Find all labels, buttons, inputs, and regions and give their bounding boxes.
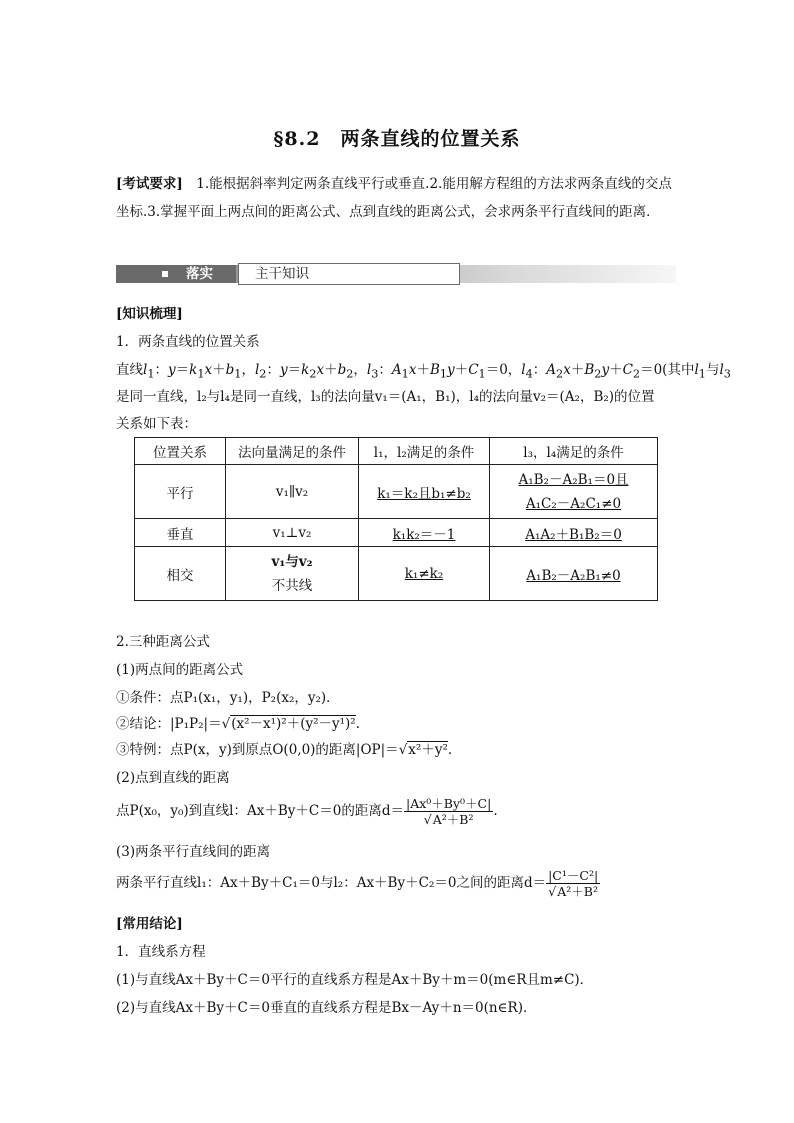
- fraction-denominator: √A²＋B²: [423, 812, 474, 827]
- table-cell: [490, 465, 658, 519]
- table-header-cell: l₁，l₂满足的条件: [359, 438, 490, 465]
- parallel-lines-formula: [116, 868, 600, 899]
- underlined-answer: k₁＝k₂且b₁≠b₂: [377, 485, 471, 502]
- table-header-cell: l₃，l₄满足的条件: [490, 438, 658, 465]
- formula-prefix: ②结论：|P₁P₂|＝: [116, 716, 222, 732]
- table-cell-line: 不共线: [271, 577, 313, 594]
- fraction-numerator: |Ax⁰＋By⁰＋C|: [405, 796, 492, 811]
- lines-definition: 直线$l_1$：$y=k_1x+b_1$，$l_2$：$y=k_2x+b_2$，$l_3$：$A_1x+B_1y+C_1=0$，$l_4$：$A_2x+B_2y+C_2=0$(其中$l_1$与$l_3$: [116, 362, 731, 381]
- table-cell: [359, 465, 490, 519]
- table-cell: [490, 547, 658, 601]
- origin-special-case: ③特例：点P(x，y)到原点O(0,0)的距离|OP|＝√x²＋y².: [116, 742, 453, 758]
- exam-requirements: [116, 170, 678, 226]
- section-2-heading: 2.三种距离公式: [116, 634, 210, 650]
- radicand: x²＋y²: [408, 742, 448, 758]
- exam-requirements-tag: [考试要求]: [116, 176, 183, 192]
- lines-definition-3: 关系如下表：: [116, 416, 197, 432]
- table-header-cell: 法向量满足的条件: [226, 438, 359, 465]
- point-line-formula: 点P(x₀，y₀)到直线l：Ax＋By＋C＝0的距离d＝ $\frac{\text{|Ax⁰＋By⁰＋C|}}{\text{√A²＋B²}}$ .: [116, 796, 498, 827]
- point-line-heading: (2)点到直线的距离: [116, 770, 230, 786]
- underlined-answer: A₁B₂－A₂B₁≠0: [526, 567, 621, 584]
- table-cell: v₁∥v₂: [226, 465, 359, 519]
- table-cell: 垂直: [135, 519, 226, 547]
- section-1-heading: 1．两条直线的位置关系: [116, 334, 260, 350]
- exam-requirements-text: 1.能根据斜率判定两条直线平行或垂直.2.能用解方程组的方法求两条直线的交点坐标.3.掌握平面上两点间的距离公式、点到直线的距离公式，会求两条平行直线间的距离．: [116, 176, 672, 220]
- perpendicular-family: (2)与直线Ax＋By＋C＝0垂直的直线系方程是Bx－Ay＋n＝0(n∈R)．: [116, 1000, 537, 1016]
- lines-definition-2: 是同一直线，l₂与l₄是同一直线，l₃的法向量v₁＝(A₁，B₁)，l₄的法向量v₂＝(A₂，B₂)的位置: [116, 389, 655, 405]
- common-conclusions-heading: [常用结论]: [116, 916, 183, 932]
- parallel-family: (1)与直线Ax＋By＋C＝0平行的直线系方程是Ax＋By＋m＝0(m∈R且m≠C)．: [116, 972, 594, 988]
- table-cell: 相交: [135, 547, 226, 601]
- table-row: [135, 465, 658, 519]
- table-cell: 平行: [135, 465, 226, 519]
- page-title: §8.2 两条直线的位置关系: [273, 128, 521, 150]
- table-cell: [490, 519, 658, 547]
- two-point-heading: (1)两点间的距离公式: [116, 662, 244, 678]
- fraction: [404, 796, 493, 827]
- table-row: [135, 547, 658, 601]
- parallel-lines-heading: (3)两条平行直线间的距离: [116, 844, 271, 860]
- underlined-answer: A₁C₂－A₂C₁≠0: [525, 495, 622, 512]
- banner-left: [116, 265, 236, 283]
- underlined-answer: A₁B₂－A₂B₁＝0且: [518, 471, 629, 488]
- radicand: (x²－x¹)²＋(y²－y¹)²: [231, 716, 356, 732]
- position-relation-table: [134, 437, 658, 601]
- table-cell: [226, 547, 359, 601]
- table-cell: v₁⊥v₂: [226, 519, 359, 547]
- formula-prefix: ③特例：点P(x，y)到原点O(0,0)的距离|OP|＝: [116, 742, 399, 758]
- line-family-heading: 1．直线系方程: [116, 944, 206, 960]
- table-header-row: [135, 438, 658, 465]
- two-point-conclusion: ②结论：|P₁P₂|＝√(x²－x¹)²＋(y²－y¹)².: [116, 716, 361, 732]
- table-cell-line: v₁与v₂: [271, 553, 313, 570]
- fraction-denominator: √A²＋B²: [548, 884, 598, 899]
- two-point-condition: ①条件：点P₁(x₁，y₁)，P₂(x₂，y₂)．: [116, 690, 340, 706]
- table-row: [135, 519, 658, 547]
- fraction: [546, 868, 600, 899]
- banner-right-label: 主干知识: [238, 263, 460, 285]
- formula-prefix: 点P(x₀，y₀)到直线l：Ax＋By＋C＝0的距离d＝: [116, 803, 404, 819]
- formula-prefix: 两条平行直线l₁：Ax＋By＋C₁＝0与l₂：Ax＋By＋C₂＝0之间的距离d＝: [116, 875, 547, 891]
- table-cell: [359, 519, 490, 547]
- table-header-cell: 位置关系: [135, 438, 226, 465]
- underlined-answer: k₁≠k₂: [404, 565, 444, 582]
- knowledge-heading: [知识梳理]: [116, 306, 183, 322]
- banner-left-label: 落实: [186, 266, 213, 282]
- square-bullet-icon: [162, 271, 168, 277]
- table-cell: [359, 547, 490, 601]
- underlined-answer: A₁A₂＋B₁B₂＝0: [525, 526, 622, 543]
- fraction-numerator: |C¹－C²|: [548, 868, 599, 883]
- underlined-answer: k₁k₂＝－1: [392, 526, 456, 543]
- section-banner: [116, 263, 678, 285]
